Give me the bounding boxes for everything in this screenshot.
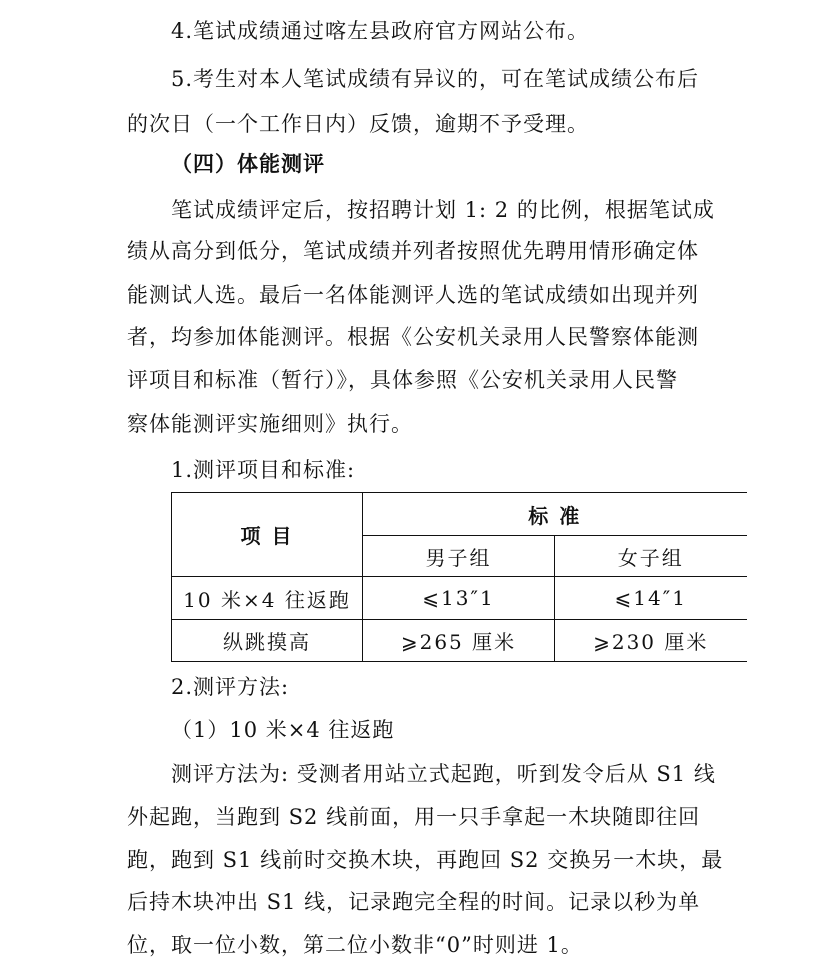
header-item: 项 目: [172, 493, 363, 577]
cell-female: ⩾230 厘米: [555, 620, 747, 662]
header-female: 女子组: [555, 536, 747, 577]
paragraph-line: 能测试人选。最后一名体能测评人选的笔试成绩如出现并列: [127, 283, 699, 307]
sub-heading: （1）10 米×4 往返跑: [171, 718, 395, 742]
header-male: 男子组: [363, 536, 555, 577]
section-title: （四）体能测评: [171, 151, 325, 176]
paragraph-line: 笔试成绩评定后，按招聘计划 1: 2 的比例，根据笔试成: [171, 198, 715, 222]
header-standard: 标 准: [363, 493, 747, 536]
list-item-heading: 1.测评项目和标准:: [171, 458, 356, 482]
paragraph-line: 外起跑，当跑到 S2 线前面，用一只手拿起一木块随即往回: [127, 805, 701, 829]
paragraph-line: 的次日（一个工作日内）反馈，逾期不予受理。: [127, 112, 589, 136]
cell-item: 10 米×4 往返跑: [172, 577, 363, 620]
table-row: [172, 620, 747, 662]
paragraph-line: 5.考生对本人笔试成绩有异议的，可在笔试成绩公布后: [171, 67, 700, 91]
standards-table: [171, 492, 747, 662]
paragraph-line: 4.笔试成绩通过喀左县政府官方网站公布。: [171, 19, 590, 43]
table-row: [172, 577, 747, 620]
paragraph-line: 后持木块冲出 S1 线，记录跑完全程的时间。记录以秒为单: [127, 890, 701, 914]
list-item-heading: 2.测评方法:: [171, 675, 290, 699]
cell-male: ⩽13″1: [363, 577, 555, 620]
paragraph-line: 位，取一位小数，第二位小数非“0”时则进 1。: [127, 933, 583, 957]
paragraph-line: 察体能测评实施细则》执行。: [127, 412, 413, 436]
paragraph-line: 跑，跑到 S1 线前时交换木块，再跑回 S2 交换另一木块，最: [127, 848, 724, 872]
cell-female: ⩽14″1: [555, 577, 747, 620]
cell-item: 纵跳摸高: [172, 620, 363, 662]
paragraph-line: 绩从高分到低分，笔试成绩并列者按照优先聘用情形确定体: [127, 239, 699, 263]
paragraph-line: 者，均参加体能测评。根据《公安机关录用人民警察体能测: [127, 325, 699, 349]
paragraph-line: 评项目和标准（暂行）》，具体参照《公安机关录用人民警: [127, 368, 678, 392]
paragraph-line: 测评方法为: 受测者用站立式起跑，听到发令后从 S1 线: [171, 762, 716, 786]
table-header-row: [172, 493, 747, 536]
cell-male: ⩾265 厘米: [363, 620, 555, 662]
